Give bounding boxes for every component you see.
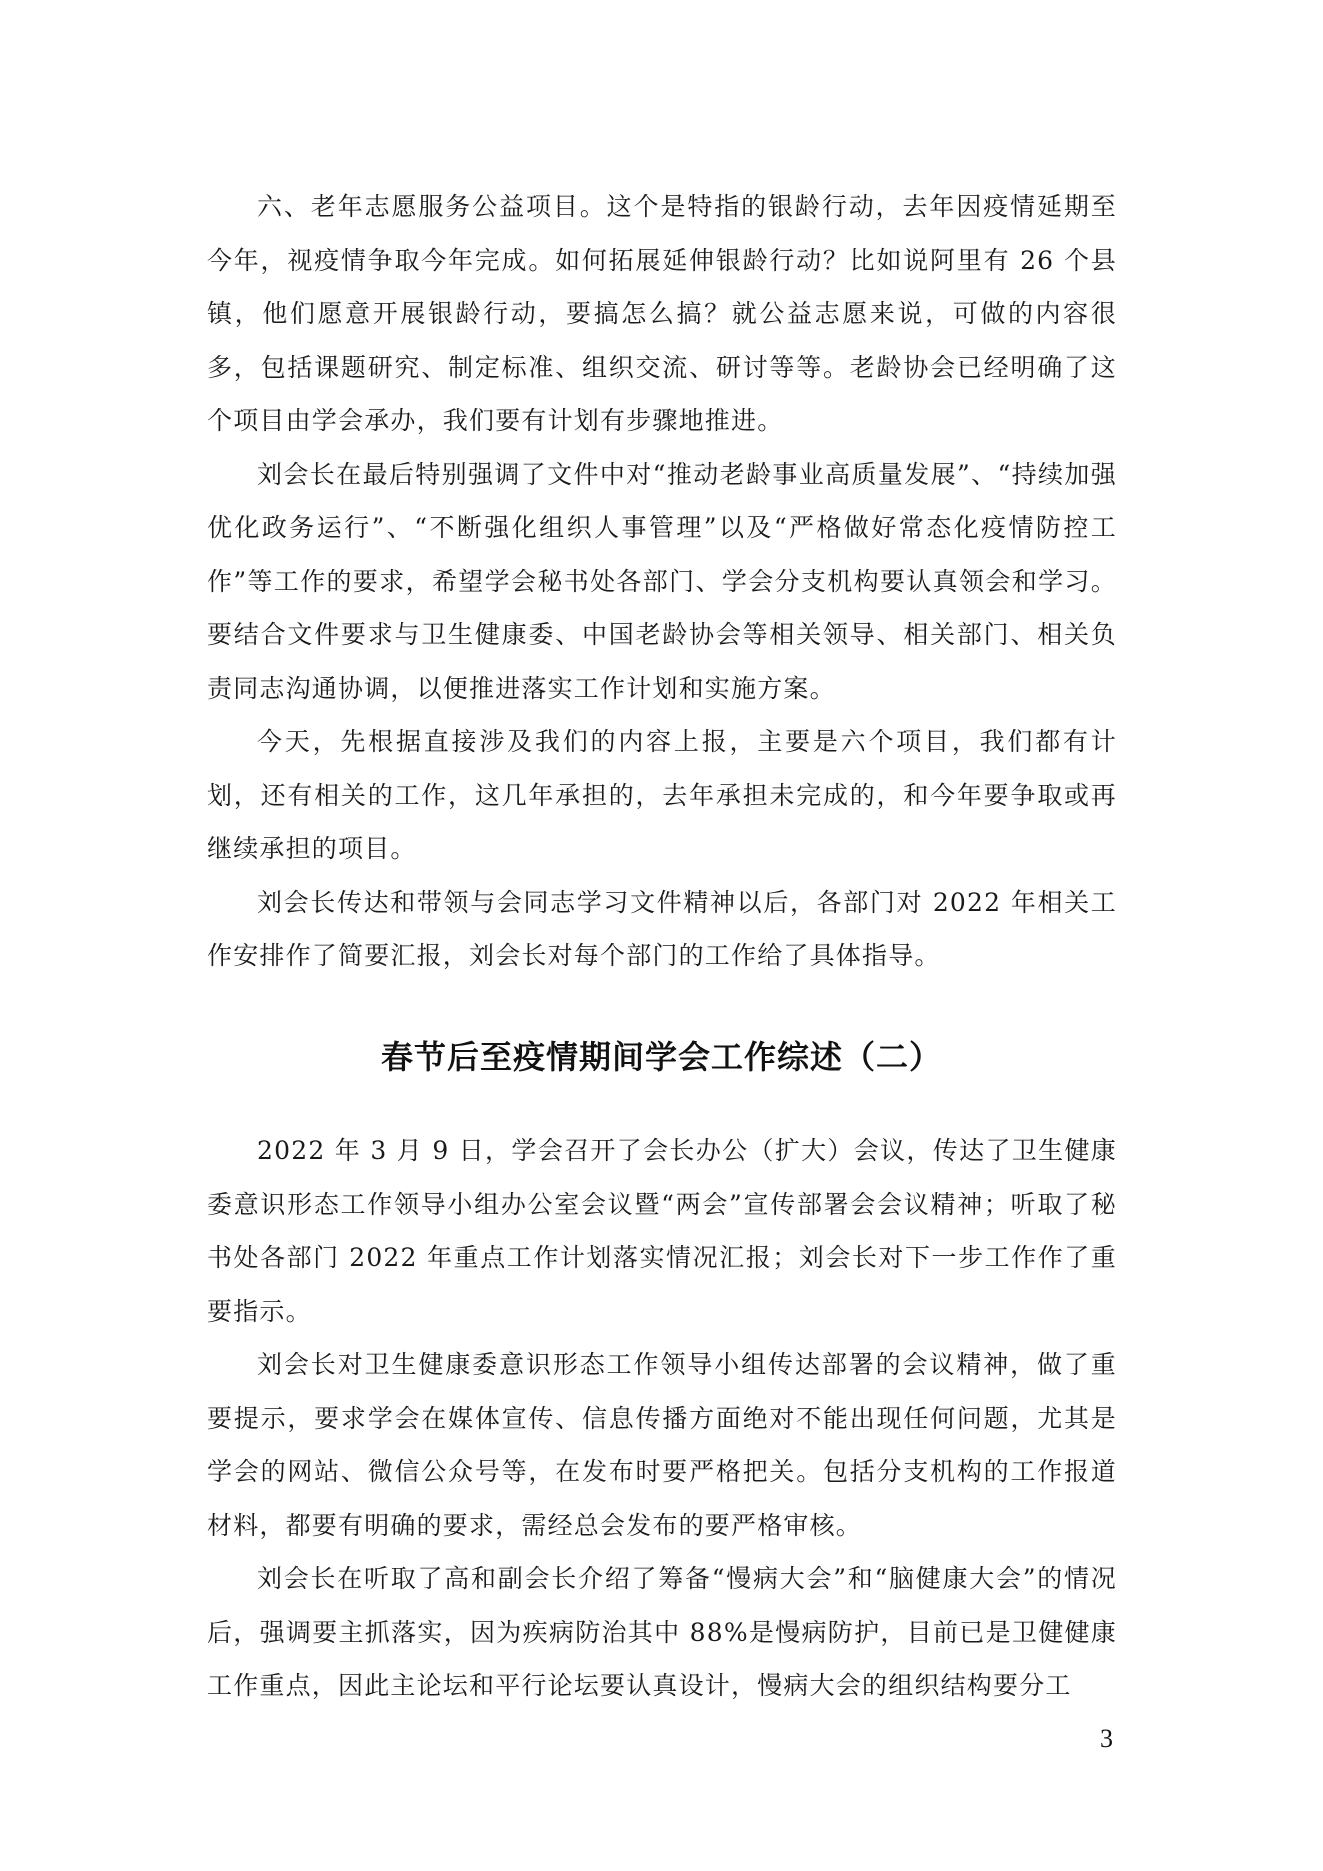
paragraph-six-projects: 今天，先根据直接涉及我们的内容上报，主要是六个项目，我们都有计划，还有相关的工作，这几年承担的，去年承担未完成的，和今年要争取或再继续承担的项目。 (207, 727, 1117, 863)
paragraph-ideology-instructions: 刘会长对卫生健康委意识形态工作领导小组传达部署的会议精神，做了重要提示，要求学会在媒体宣传、信息传播方面绝对不能出现任何问题，尤其是学会的网站、微信公众号等，在发布时要严格把关。包括分支机构的工作报道材料，都要有明确的要求，需经总会发布的要严格审核。 (207, 1350, 1117, 1540)
paragraph-chronic-disease-conference: 刘会长在听取了高和副会长介绍了筹备“慢病大会”和“脑健康大会”的情况后，强调要主抓落实，因为疾病防治其中 88%是慢病防护，目前已是卫健健康工作重点，因此主论坛和平行论坛要认真设计，慢病大会的组织结构要分工 (207, 1564, 1117, 1700)
paragraph-meeting-summary: 2022 年 3 月 9 日，学会召开了会长办公（扩大）会议，传达了卫生健康委意识形态工作领导小组办公室会议暨“两会”宣传部署会会议精神；听取了秘书处各部门 2022 年重点工作计划落实情况汇报；刘会长对下一步工作作了重要指示。 (207, 1136, 1117, 1326)
section-1-body (207, 180, 1117, 983)
page-number: 3 (1100, 1724, 1113, 1753)
section-title: 春节后至疫情期间学会工作综述（二） (380, 1038, 942, 1076)
paragraph-elderly-volunteer-project: 六、老年志愿服务公益项目。这个是特指的银龄行动，去年因疫情延期至今年，视疫情争取今年完成。如何拓展延伸银龄行动？比如说阿里有 26 个县镇，他们愿意开展银龄行动，要搞怎么搞？就公益志愿来说，可做的内容很多，包括课题研究、制定标准、组织交流、研讨等等。老龄协会已经明确了这个项目由学会承办，我们要有计划有步骤地推进。 (207, 192, 1117, 435)
section-2-body (207, 1124, 1117, 1713)
paragraph-department-reports: 刘会长传达和带领与会同志学习文件精神以后，各部门对 2022 年相关工作安排作了简要汇报，刘会长对每个部门的工作给了具体指导。 (207, 887, 1117, 970)
paragraph-president-emphasis: 刘会长在最后特别强调了文件中对“推动老龄事业高质量发展”、“持续加强优化政务运行”、“不断强化组织人事管理”以及“严格做好常态化疫情防控工作”等工作的要求，希望学会秘书处各部门、学会分支机构要认真领会和学习。要结合文件要求与卫生健康委、中国老龄协会等相关领导、相关部门、相关负责同志沟通协调，以便推进落实工作计划和实施方案。 (207, 459, 1117, 703)
